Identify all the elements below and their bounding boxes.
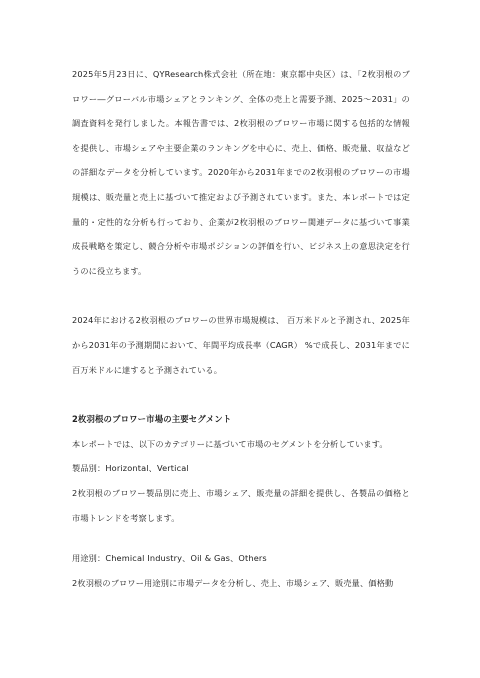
product-segment-label: 製品別：Horizontal、Vertical xyxy=(72,463,189,474)
paragraph-spacer xyxy=(72,283,410,308)
segment-intro: 本レポートでは、以下のカテゴリーに基づいて市場のセグメントを分析しています。 xyxy=(72,438,388,449)
market-size-paragraph: 2024年における2枚羽根のブロワーの世界市場規模は、 百万米ドルと予測され、2025年から2031年の予測期間において、年間平均成長率（CAGR） %で成長し、2031年までに 百万米ドルに達すると予測されている。 xyxy=(72,315,410,375)
segment-heading: 2枚羽根のブロワー市場の主要セグメント xyxy=(72,414,232,425)
product-segment-description: 2枚羽根のブロワー製品別に売上、市場シェア、販売量の詳細を提供し、各製品の価格と市場トレンドを考察します。 xyxy=(72,487,410,523)
paragraph-spacer xyxy=(72,382,410,407)
paragraph-spacer xyxy=(72,530,410,546)
application-segment-description: 2枚羽根のブロワー用途別に市場データを分析し、売上、市場シェア、販売量、価格動 xyxy=(72,577,394,588)
application-segment-label: 用途別：Chemical Industry、Oil & Gas、Others xyxy=(72,553,267,564)
intro-paragraph: 2025年5月23日に、QYResearch株式会社（所在地：東京都中央区）は、「2枚羽根のブロワー―グローバル市場シェアとランキング、全体の売上と需要予測、2025～2031」の調査資料を発行しました。本報告書では、2枚羽根のブロワー市場に関する包括的な情報を提供し、市場シェアや主要企業のランキングを中心に、売上、価格、販売量、収益などの詳細なデータを分析しています。2020年から2031年までの2枚羽根のブロワーの市場規模は、販売量と売上に基づいて推定および予測されています。また、本レポートでは定量的・定性的な分析も行っており、企業が2枚羽根のブロワー関連データに基づいて事業成長戦略を策定し、競合分析や市場ポジションの評価を行い、ビジネス上の意思決定を行うのに役立ちます。 xyxy=(72,69,410,276)
document-body xyxy=(72,62,410,595)
